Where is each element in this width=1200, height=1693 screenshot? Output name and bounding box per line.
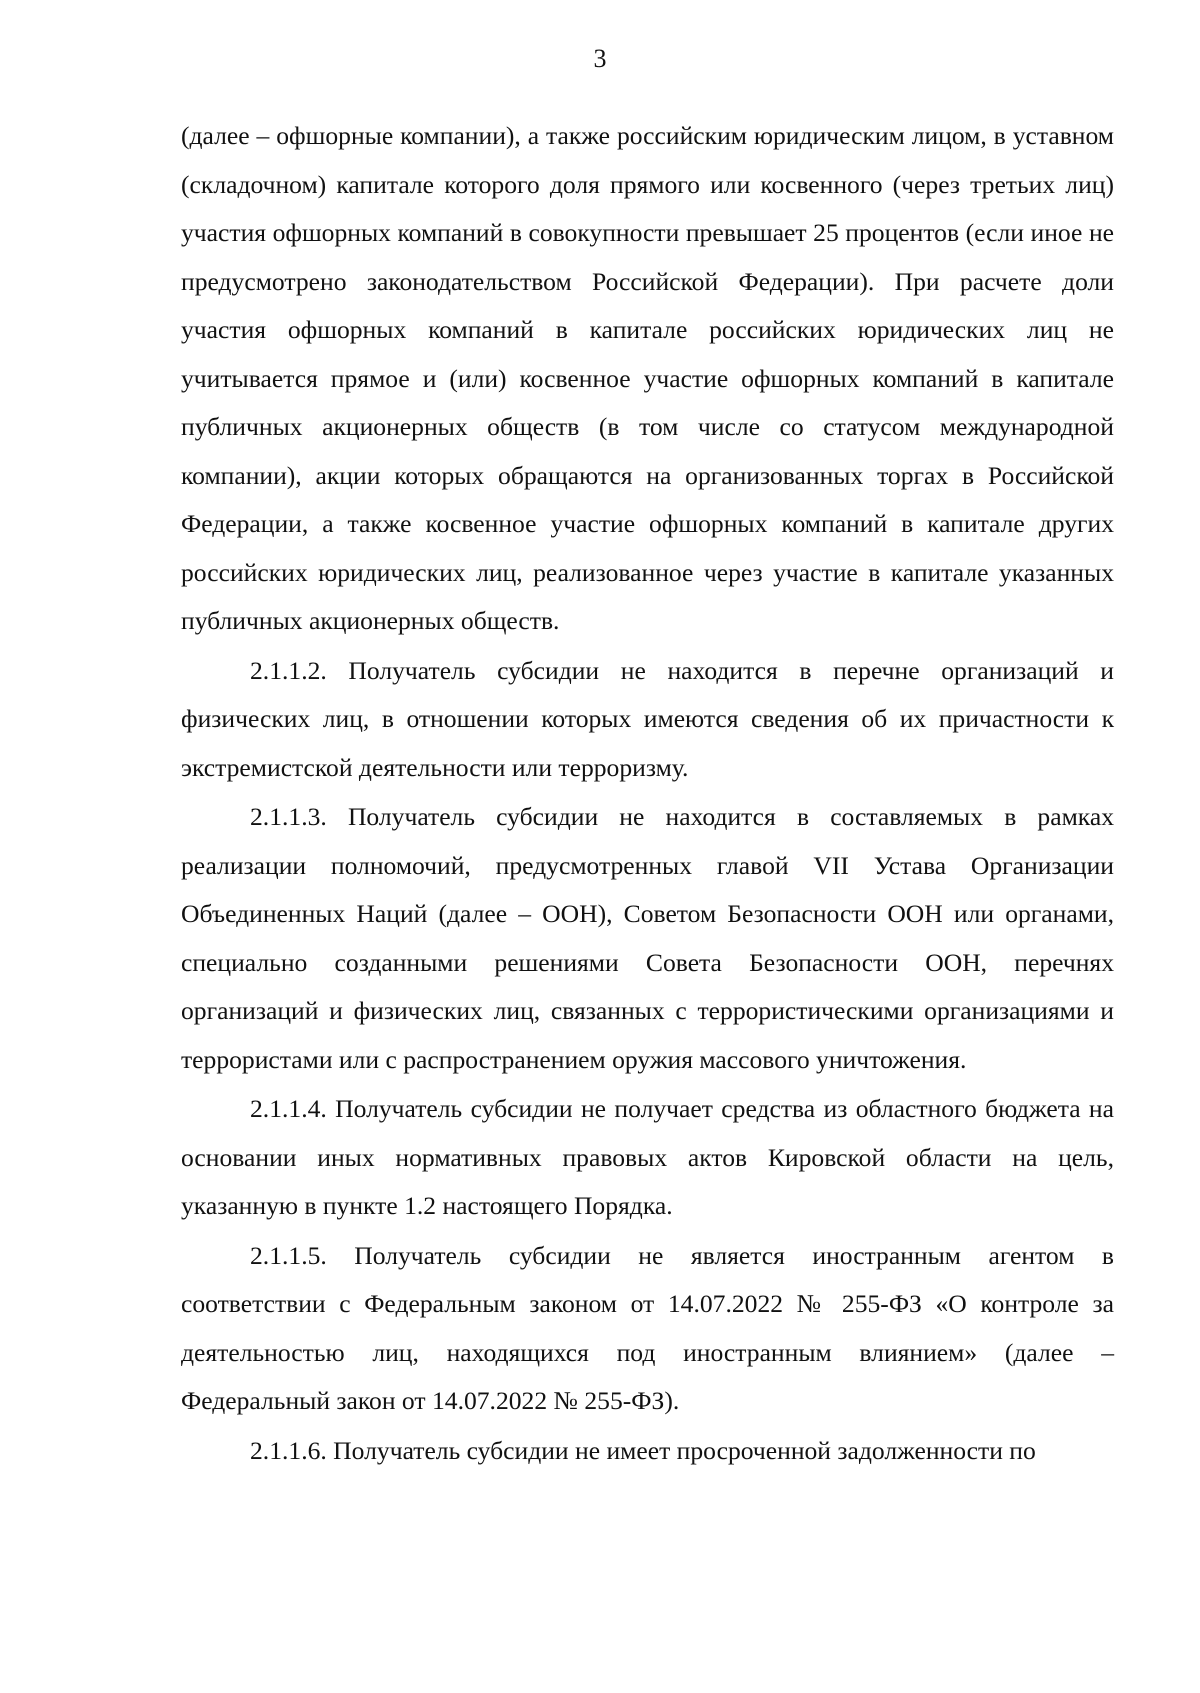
page-number: 3 — [593, 44, 607, 73]
paragraph-2-1-1-4: 2.1.1.4. Получатель субсидии не получает средства из областного бюджета на основании иных нормативных правовых актов Кировской области на цель, указанную в пункте 1.2 настоящего Порядка. — [181, 1094, 1114, 1220]
paragraph-offshore-continuation: (далее – офшорные компании), а также российским юридическим лицом, в уставном (складочном) капитале которого доля прямого или косвенного (через третьих лиц) участия офшорных компаний в совокупности превышает 25 процентов (если иное не предусмотрено законодательством Российской Федерации). При расчете доли участия офшорных компаний в капитале российских юридических лиц не учитывается прямое и (или) косвенное участие офшорных компаний в капитале публичных акционерных обществ (в том числе со статусом международной компании), акции которых обращаются на организованных торгах в Российской Федерации, а также косвенное участие офшорных компаний в капитале других российских юридических лиц, реализованное через участие в капитале указанных публичных акционерных обществ. — [181, 121, 1114, 635]
paragraph-2-1-1-5: 2.1.1.5. Получатель субсидии не является иностранным агентом в соответствии с Федеральным законом от 14.07.2022 № 255-ФЗ «О контроле за деятельностью лиц, находящихся под иностранным влиянием» (далее – Федеральный закон от 14.07.2022 № 255-ФЗ). — [181, 1240, 1114, 1415]
document-body — [181, 112, 1114, 1476]
paragraph-2-1-1-3: 2.1.1.3. Получатель субсидии не находится в составляемых в рамках реализации полномочий, предусмотренных главой VII Устава Организации Объединенных Наций (далее – ООН), Советом Безопасности ООН или органами, специально созданными решениями Совета Безопасности ООН, перечнях организаций и физических лиц, связанных с террористическими организациями и террористами или с распространением оружия массового уничтожения. — [181, 802, 1114, 1074]
paragraph-2-1-1-6: 2.1.1.6. Получатель субсидии не имеет просроченной задолженности по — [250, 1435, 1036, 1465]
paragraph-2-1-1-2: 2.1.1.2. Получатель субсидии не находится в перечне организаций и физических лиц, в отношении которых имеются сведения об их причастности к экстремистской деятельности или терроризму. — [181, 655, 1114, 782]
